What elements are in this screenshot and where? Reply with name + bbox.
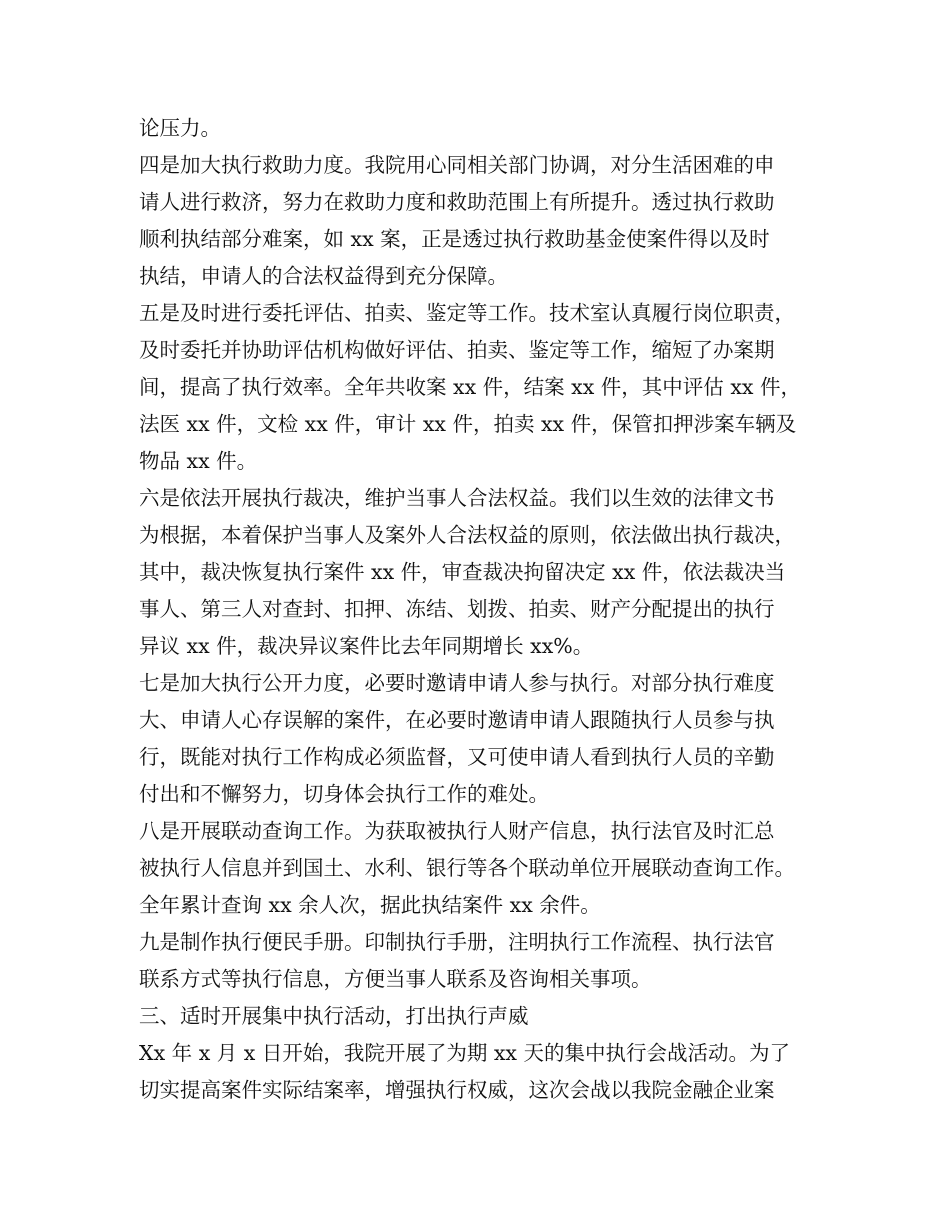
document-body [139,110,829,1109]
text-line: 物品 xx 件。 [139,449,258,473]
text-line: 付出和不懈努力，切身体会执行工作的难处。 [139,782,549,806]
text-line: 八是开展联动查询工作。为获取被执行人财产信息，执行法官及时汇总 [139,819,775,843]
text-line: 及时委托并协助评估机构做好评估、拍卖、鉴定等工作，缩短了办案期 [139,338,775,362]
text-line: 六是依法开展执行裁决，维护当事人合法权益。我们以生效的法律文书 [139,486,775,510]
text-line: Xx 年 x 月 x 日开始，我院开展了为期 xx 天的集中执行会战活动。为了 [139,1041,791,1065]
text-line: 联系方式等执行信息，方便当事人联系及咨询相关事项。 [139,967,652,991]
section-heading: 三、适时开展集中执行活动，打出执行声威 [139,1004,529,1028]
text-line: 切实提高案件实际结案率，增强执行权威，这次会战以我院金融企业案 [139,1078,775,1102]
text-line: 顺利执结部分难案，如 xx 案，正是透过执行救助基金使案件得以及时 [139,227,770,251]
text-line: 为根据，本着保护当事人及案外人合法权益的原则，依法做出执行裁决， [139,523,795,547]
text-line: 七是加大执行公开力度，必要时邀请申请人参与执行。对部分执行难度 [139,671,775,695]
text-line: 间，提高了执行效率。全年共收案 xx 件，结案 xx 件，其中评估 xx 件， [139,375,801,399]
text-line: 全年累计查询 xx 余人次，据此执结案件 xx 余件。 [139,893,601,917]
text-line: 被执行人信息并到国土、水利、银行等各个联动单位开展联动查询工作。 [139,856,795,880]
text-line: 四是加大执行救助力度。我院用心同相关部门协调，对分生活困难的申 [139,153,775,177]
text-line: 大、申请人心存误解的案件，在必要时邀请申请人跟随执行人员参与执 [139,708,775,732]
text-line: 论压力。 [139,116,221,140]
text-line: 异议 xx 件，裁决异议案件比去年同期增长 xx%。 [139,634,594,658]
text-line: 请人进行救济，努力在救助力度和救助范围上有所提升。透过执行救助 [139,190,775,214]
text-line: 其中，裁决恢复执行案件 xx 件，审查裁决拘留决定 xx 件，依法裁决当 [139,560,786,584]
text-line: 法医 xx 件，文检 xx 件，审计 xx 件，拍卖 xx 件，保管扣押涉案车辆及 [139,412,797,436]
text-line: 九是制作执行便民手册。印制执行手册，注明执行工作流程、执行法官 [139,930,775,954]
text-line: 五是及时进行委托评估、拍卖、鉴定等工作。技术室认真履行岗位职责， [139,301,795,325]
text-line: 行，既能对执行工作构成必须监督，又可使申请人看到执行人员的辛勤 [139,745,775,769]
text-line: 事人、第三人对查封、扣押、冻结、划拨、拍卖、财产分配提出的执行 [139,597,775,621]
text-line: 执结，申请人的合法权益得到充分保障。 [139,264,508,288]
